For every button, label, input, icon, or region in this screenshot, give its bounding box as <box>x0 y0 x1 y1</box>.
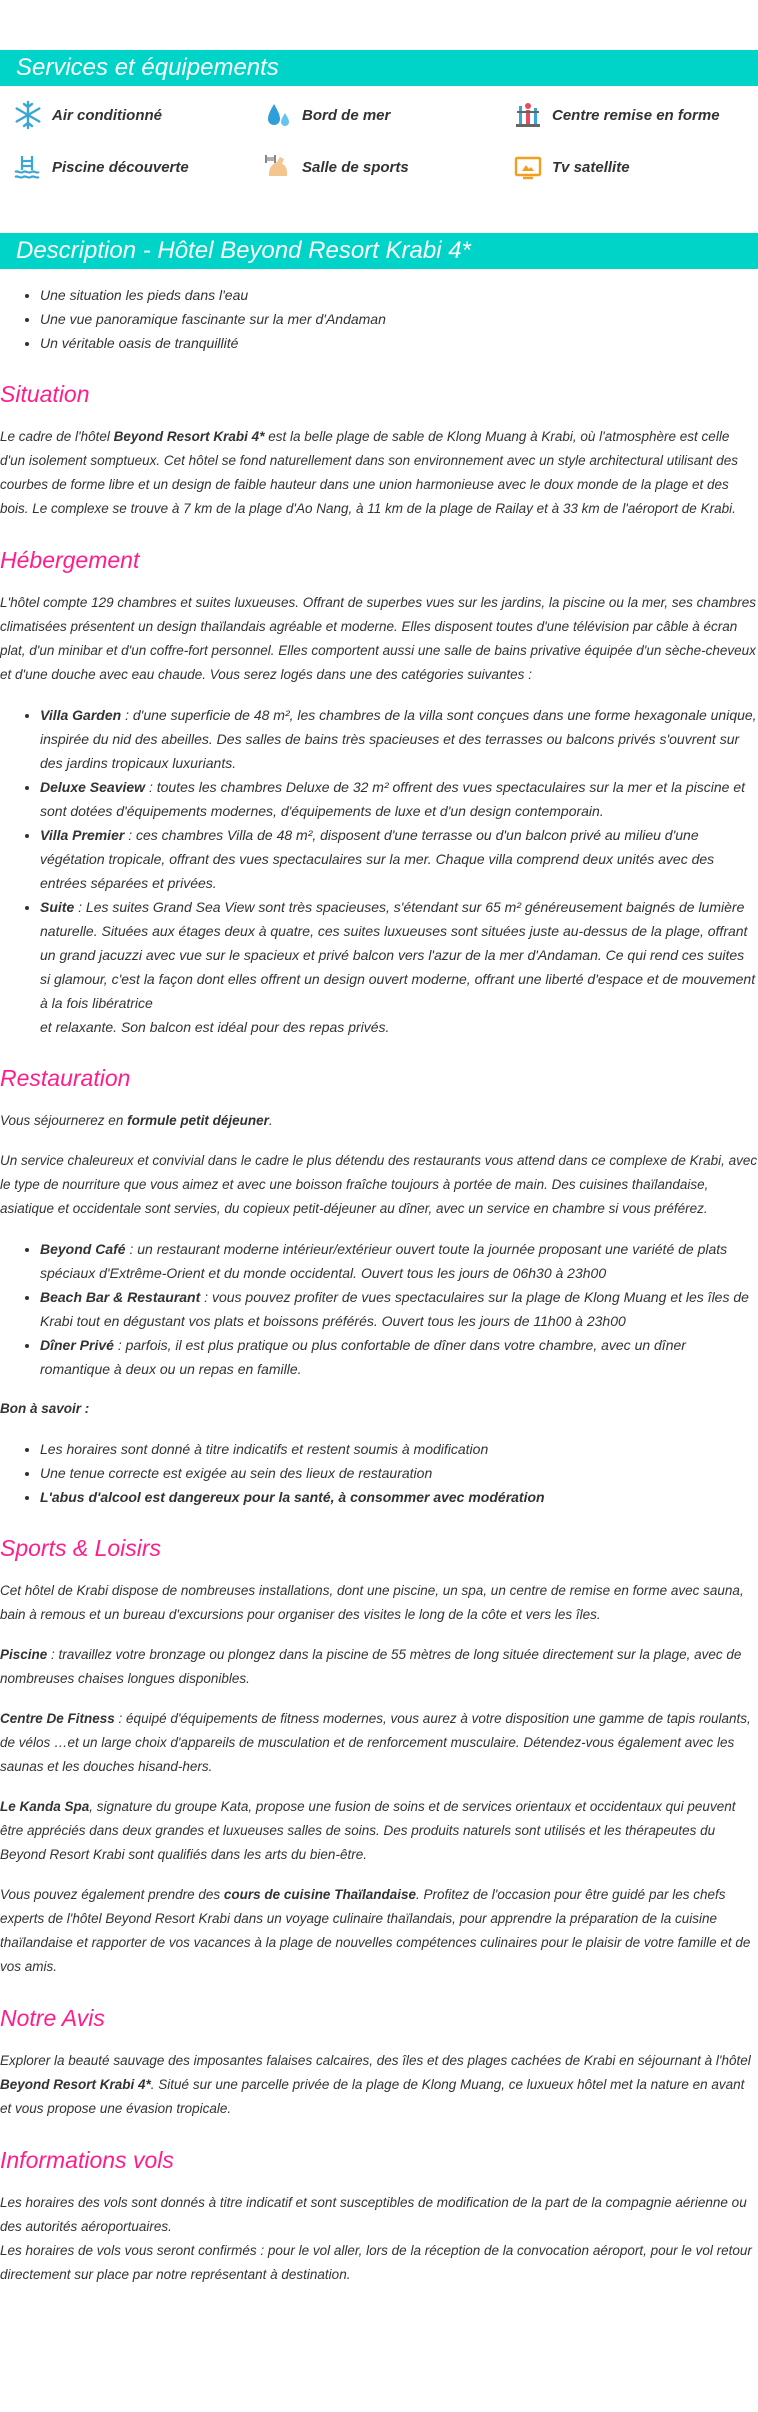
venue-text: : vous pouvez profiter de vues spectaculaires sur la plage de Klong Muang et les îles de Krabi tout en dégustant vos plats et boissons préférés. Ouvert tous les jours de 11h00 à 23h00 <box>40 1289 749 1329</box>
vols-text-2: Les horaires de vols vous seront confirmés : pour le vol aller, lors de la réception de la convocation aéroport, pour le vol retour directement sur place par notre représentant à destination. <box>0 2243 752 2282</box>
text-run: : équipé d'équipements de fitness modernes, vous aurez à votre disposition une gamme de tapis roulants, de vélos …et un large choix d'appareils de musculation et de renforcement musculaire. Détendez-vous également avec les saunas et les douches hisand-hers. <box>0 1711 751 1774</box>
pool-icon <box>12 151 44 183</box>
vols-section <box>0 2145 758 2287</box>
amenities-grid <box>12 99 758 183</box>
formule-text <box>0 1109 758 1133</box>
section-heading: Restauration <box>0 1065 131 1091</box>
board-type: formule petit déjeuner <box>127 1113 269 1128</box>
text-run: . <box>268 1113 273 1128</box>
situation-section <box>0 379 758 521</box>
text-run: cours de cuisine Thaïlandaise <box>223 1887 416 1902</box>
avis-text <box>0 2049 758 2121</box>
venue-name: Beyond Café <box>40 1241 126 1257</box>
restauration-intro: Un service chaleureux et convivial dans le cadre le plus détendu des restaurants vous attend dans ce complexe de Krabi, avec le type de nourriture que vous aimez et avec une boisson fraîche toujours à portée de main. Des cuisines thaïlandaise, asiatique et occidentale sont servies, du copieux petit-déjeuner au dîner, avec un service en chambre si vous préférez. <box>0 1153 758 1216</box>
amenity-label: Air conditionné <box>52 106 162 124</box>
list-item <box>40 1285 758 1333</box>
room-name: Villa Garden <box>40 707 122 723</box>
fitness-icon <box>512 99 544 131</box>
hotel-name: Beyond Resort Krabi 4* <box>113 429 265 444</box>
vols-text-1: Les horaires des vols sont donnés à titre indicatif et sont susceptibles de modification de la part de la compagnie aérienne ou des autorités aéroportuaires. <box>0 2195 747 2234</box>
text-run: . Situé sur une parcelle privée de la plage de Klong Muang, ce luxueux hôtel met la nature en avant et vous propose une évasion tropicale. <box>0 2077 745 2116</box>
room-name: Suite <box>40 899 75 915</box>
gym-icon <box>262 151 294 183</box>
amenity-fitness-center <box>512 99 758 131</box>
text-run: Centre De Fitness <box>0 1711 115 1726</box>
hotel-name: Beyond Resort Krabi 4* <box>0 2077 151 2092</box>
bon-a-savoir <box>0 1397 758 1421</box>
room-text: : ces chambres Villa de 48 m², disposent d'une terrasse ou d'un balcon privé au milieu d'une végétation tropicale, offrant des vues spectaculaires sur la mer. Chaque villa comprend deux unités avec des entrées séparées et privées. <box>40 827 715 891</box>
text-run: : travaillez votre bronzage ou plongez dans la piscine de 55 mètres de long située directement sur la plage, avec de nombreuses chaises longues disponibles. <box>0 1647 742 1686</box>
situation-text <box>0 425 758 521</box>
amenity-air-conditioning <box>12 99 262 131</box>
text-run: . Profitez de l'occasion pour être guidé par les chefs experts de l'hôtel Beyond Resort Krabi dans un voyage culinaire thaïlandais, pour apprendre la préparation de la cuisine thaïlandaise et rapporter de vos vacances à la plage de nouvelles compétences culinaires pour le plaisir de votre famille et de vos amis. <box>0 1887 751 1974</box>
text-run: Le Kanda Spa <box>0 1799 90 1814</box>
tv-icon <box>512 151 544 183</box>
notes-list <box>0 1437 758 1509</box>
water-drops-icon <box>262 99 294 131</box>
amenity-label: Bord de mer <box>302 106 391 124</box>
section-heading: Informations vols <box>0 2147 174 2173</box>
services-title: Services et équipements <box>16 54 279 81</box>
description-title-bar <box>0 233 758 269</box>
list-item: • Les horaires sont donné à titre indicatifs et restent soumis à modification <box>40 1437 758 1461</box>
room-text: et relaxante. Son balcon est idéal pour des repas privés. <box>40 1019 390 1035</box>
list-item: • Une tenue correcte est exigée au sein des lieux de restauration <box>40 1461 758 1485</box>
amenity-gym <box>262 151 512 183</box>
snowflake-icon <box>12 99 44 131</box>
hebergement-intro: L'hôtel compte 129 chambres et suites luxueuses. Offrant de superbes vues sur les jardins, la piscine ou la mer, ses chambres climatisées présentent un design thaïlandais agréable et moderne. Elles disposent toutes d'une télévision par câble à écran plat, d'un minibar et d'un coffre-fort personnel. Elles comportent aussi une salle de bains privative équipée d'un sèche-cheveux et d'une douche avec eau chaude. Vous serez logés dans une des catégories suivantes : <box>0 595 756 682</box>
list-item <box>40 895 758 1039</box>
text-run: est la belle plage de sable de Klong Muang à Krabi, où l'atmosphère est celle d'un isolement somptueux. Cet hôtel se fond naturellement dans son environnement avec un style architectural utilisant des courbes de forme libre et un design de faible hauteur dans une union harmonieuse avec le doux monde de la plage et des bois. Le complexe se trouve à 7 km de la plage d'Ao Nang, à 11 km de la plage de Railay et à 33 km de l'aéroport de Krabi. <box>0 429 738 516</box>
list-item: • Une situation les pieds dans l'eau <box>40 283 758 307</box>
spa-text <box>0 1795 758 1867</box>
sports-section <box>0 1533 758 1979</box>
section-heading: Hébergement <box>0 547 140 573</box>
text-run: Le cadre de l'hôtel <box>0 429 114 444</box>
fitness-text <box>0 1707 758 1779</box>
amenity-label: Piscine découverte <box>52 158 189 176</box>
section-heading: Situation <box>0 381 90 407</box>
section-heading: Sports & Loisirs <box>0 1535 162 1561</box>
room-text: : toutes les chambres Deluxe de 32 m² offrent des vues spectaculaires sur la mer et la piscine et sont dotées d'équipements modernes, d'équipements de luxe et d'un design contemporain. <box>40 779 746 819</box>
text-run: , signature du groupe Kata, propose une fusion de soins et de services orientaux et occidentaux qui peuvent être appréciés dans deux grandes et luxueuses salles de soins. Des produits naturels sont utilisés et les thérapeutes du Beyond Resort Krabi sont qualifiés dans les arts du bien-être. <box>0 1799 736 1862</box>
amenity-label: Centre remise en forme <box>552 106 720 124</box>
amenity-label: Tv satellite <box>552 158 630 176</box>
list-item <box>40 1485 758 1509</box>
list-item <box>40 1237 758 1285</box>
hebergement-section <box>0 545 758 1039</box>
avis-section <box>0 2003 758 2121</box>
list-item: • Une vue panoramique fascinante sur la mer d'Andaman <box>40 307 758 331</box>
list-item <box>40 775 758 823</box>
room-text: : d'une superficie de 48 m², les chambres de la villa sont conçues dans une forme hexagonale unique, inspirée du nid des abeilles. Des salles de bains très spacieuses et des terrasses ou balcons privés s'ouvrent sur des jardins tropicaux luxuriants. <box>40 707 757 771</box>
section-heading: Notre Avis <box>0 2005 105 2031</box>
text-run: Vous pouvez également prendre des <box>0 1887 224 1902</box>
venue-text: : un restaurant moderne intérieur/extérieur ouvert toute la journée proposant une variété de plats spéciaux d'Extrême-Orient et du monde occidental. Ouvert tous les jours de 06h30 à 23h00 <box>40 1241 728 1281</box>
venue-name: Dîner Privé <box>40 1337 114 1353</box>
rooms-list <box>0 703 758 1039</box>
alcohol-warning: L'abus d'alcool est dangereux pour la santé, à consommer avec modération <box>40 1489 545 1505</box>
amenity-label: Salle de sports <box>302 158 409 176</box>
description-title: Description - Hôtel Beyond Resort Krabi 4* <box>16 237 471 264</box>
room-name: Villa Premier <box>40 827 125 843</box>
venue-name: Beach Bar & Restaurant <box>40 1289 201 1305</box>
venues-list <box>0 1237 758 1381</box>
list-item <box>40 1333 758 1381</box>
room-text: : Les suites Grand Sea View sont très spacieuses, s'étendant sur 65 m² généreusement baignés de lumière naturelle. Situées aux étages deux à quatre, ces suites luxueuses sont situées juste au-dessus de la plage, offrant un grand jacuzzi avec vue sur le spacieux et privé balcon vers l'azur de la mer d'Andaman. Ce qui rend ces suites si glamour, c'est la façon dont elles offrent un design ouvert moderne, offrant une liberté d'espace et de mouvement à la fois libératrice <box>40 899 756 1011</box>
restauration-section <box>0 1063 758 1509</box>
amenity-satellite-tv <box>512 151 758 183</box>
sports-intro: Cet hôtel de Krabi dispose de nombreuses installations, dont une piscine, un spa, un centre de remise en forme avec sauna, bain à remous et un bureau d'excursions pour organiser des visites le long de la côte et vers les îles. <box>0 1583 744 1622</box>
list-item: • Un véritable oasis de tranquillité <box>40 331 758 355</box>
text-run: Piscine <box>0 1647 48 1662</box>
list-item <box>40 703 758 775</box>
amenity-beachfront <box>262 99 512 131</box>
piscine-text <box>0 1643 758 1691</box>
list-item <box>40 823 758 895</box>
room-name: Deluxe Seaview <box>40 779 146 795</box>
page <box>0 50 758 2287</box>
text-run: Vous séjournerez en <box>0 1113 128 1128</box>
cooking-text <box>0 1883 758 1979</box>
amenity-outdoor-pool <box>12 151 262 183</box>
highlights-list <box>0 283 758 355</box>
venue-text: : parfois, il est plus pratique ou plus confortable de dîner dans votre chambre, avec un dîner romantique à deux ou un repas en famille. <box>40 1337 686 1377</box>
text-run: Explorer la beauté sauvage des imposantes falaises calcaires, des îles et des plages cachées de Krabi en séjournant à l'hôtel <box>0 2053 751 2068</box>
services-title-bar <box>0 50 758 86</box>
bon-a-savoir-label: Bon à savoir : <box>0 1401 90 1416</box>
